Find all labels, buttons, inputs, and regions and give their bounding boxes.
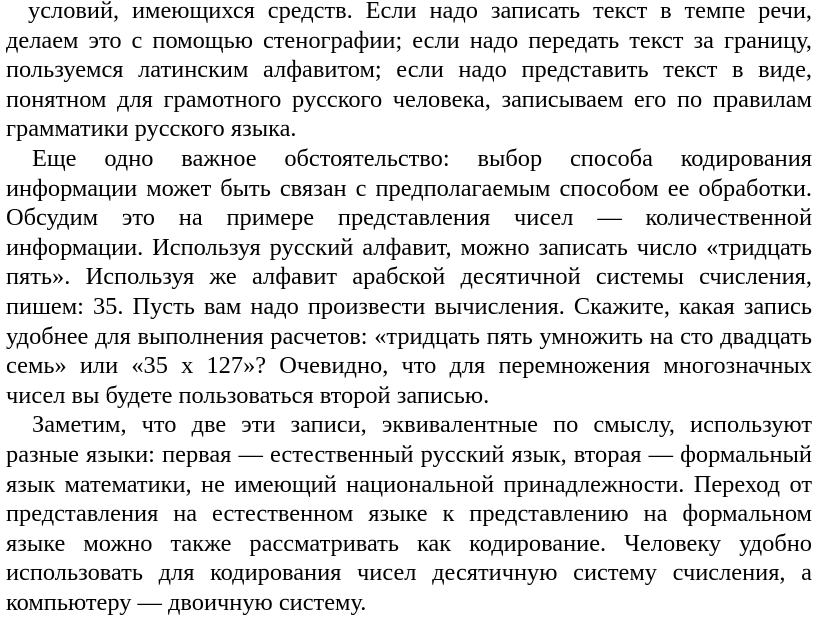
paragraph-3: Заметим, что две эти записи, эквивалентные по смыслу, используют разные языки: первая — естественный русский язык, вторая — формальный язык математики, не имеющий национальной принадлежности. Переход от представления на естественном языке к представлению на формальном языке можно также рассматривать как кодирование. Человеку удобно использовать для кодирования чисел десятичную систему счисления, а компьютеру — двоичную систему. xyxy=(6,411,812,616)
document-page xyxy=(6,0,812,617)
paragraph-2: Еще одно важное обстоятельство: выбор способа кодирования информации может быть связан с предполагаемым способом ее обработки. Обсудим это на примере представления чисел — количественной информации. Используя русский алфавит, можно записать число «тридцать пять». Используя же алфавит арабской десятичной системы счисления, пишем: 35. Пусть вам надо произвести вычисления. Скажите, какая запись удобнее для выполнения расчетов: «тридцать пять умножить на сто двадцать семь» или «35 х 127»? Очевидно, что для перемножения многозначных чисел вы будете пользоваться второй записью. xyxy=(6,144,812,409)
paragraph-1: условий, имеющихся средств. Если надо записать текст в темпе речи, делаем это с помощью стенографии; если надо передать текст за границу, пользуемся латинским алфавитом; если надо представить текст в виде, понятном для грамотного русского человека, записываем его по правилам грамматики русского языка. xyxy=(6,0,812,143)
